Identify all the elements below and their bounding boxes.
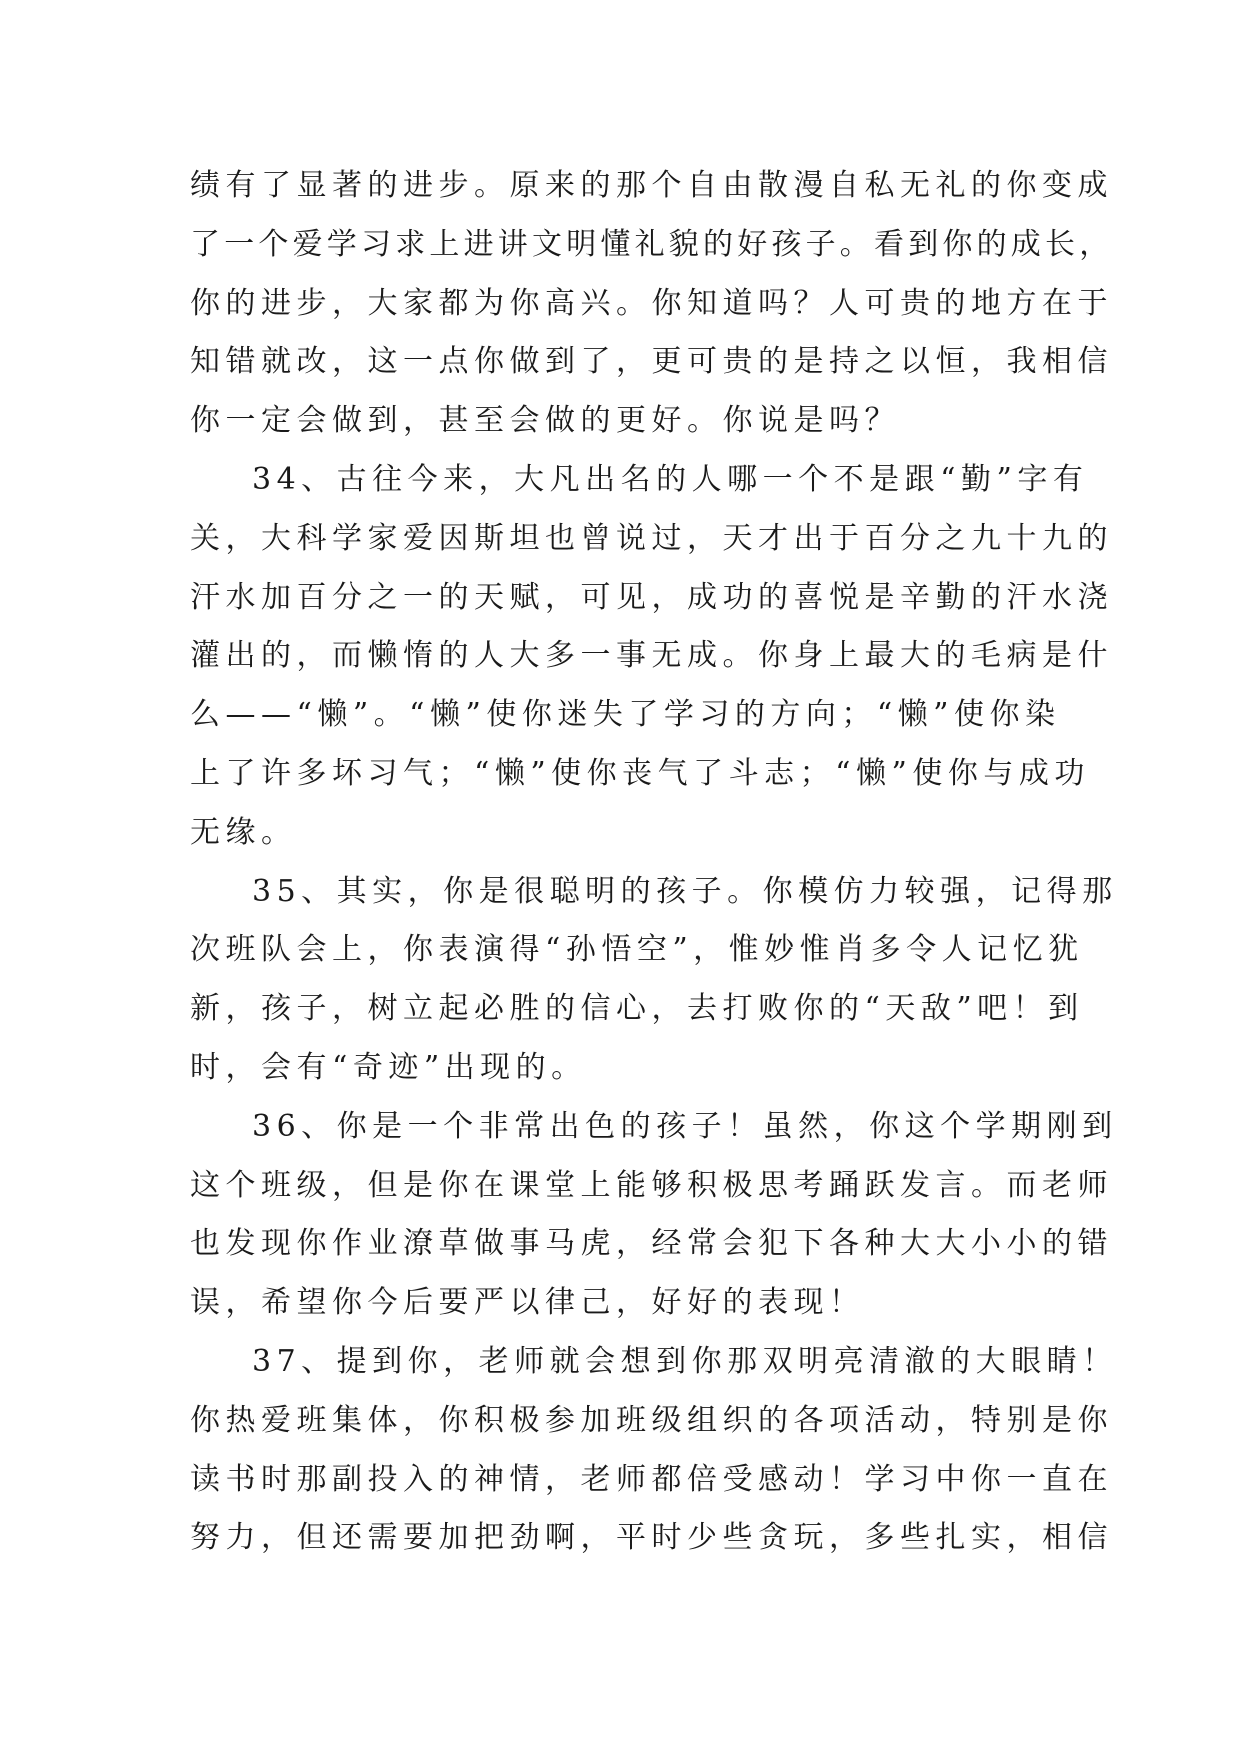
text-line: 你的进步，大家都为你高兴。你知道吗？人可贵的地方在于 [190, 285, 1113, 321]
text-line: 灌出的，而懒惰的人大多一事无成。你身上最大的毛病是什 [190, 638, 1113, 674]
text-line: 无缘。 [190, 814, 297, 850]
text-line: 你热爱班集体，你积极参加班级组织的各项活动，特别是你 [190, 1402, 1113, 1438]
paragraph-start-36: 36、你是一个非常出色的孩子！虽然，你这个学期刚到 [252, 1108, 1118, 1144]
text-line: 上了许多坏习气；“懒”使你丧气了斗志；“懒”使你与成功 [190, 755, 1090, 791]
text-line: 你一定会做到，甚至会做的更好。你说是吗？ [190, 403, 900, 439]
text-line: 也发现你作业潦草做事马虎，经常会犯下各种大大小小的错 [190, 1226, 1113, 1262]
text-line: 误，希望你今后要严以律己，好好的表现！ [190, 1285, 865, 1321]
text-line: 绩有了显著的进步。原来的那个自由散漫自私无礼的你变成 [190, 168, 1113, 203]
paragraph-start-34: 34、古往今来，大凡出名的人哪一个不是跟“勤”字有 [252, 461, 1089, 497]
paragraph-start-37: 37、提到你，老师就会想到你那双明亮清澈的大眼睛！ [252, 1343, 1118, 1379]
text-line: 读书时那副投入的神情，老师都倍受感动！学习中你一直在 [190, 1461, 1113, 1497]
text-line: 新，孩子，树立起必胜的信心，去打败你的“天敌”吧！到 [190, 991, 1084, 1027]
document-body [190, 157, 1118, 1568]
text-line: 知错就改，这一点你做到了，更可贵的是持之以恒，我相信 [190, 344, 1113, 380]
text-line: 努力，但还需要加把劲啊，平时少些贪玩，多些扎实，相信 [190, 1520, 1113, 1556]
text-line: 这个班级，但是你在课堂上能够积极思考踊跃发言。而老师 [190, 1167, 1113, 1203]
text-line: 次班队会上，你表演得“孙悟空”，惟妙惟肖多令人记忆犹 [190, 932, 1084, 968]
text-line: 么——“懒”。“懒”使你迷失了学习的方向；“懒”使你染 [190, 697, 1061, 733]
paragraph-start-35: 35、其实，你是很聪明的孩子。你模仿力较强，记得那 [252, 873, 1118, 909]
text-line: 时，会有“奇迹”出现的。 [190, 1049, 587, 1085]
text-line: 汗水加百分之一的天赋，可见，成功的喜悦是辛勤的汗水浇 [190, 579, 1113, 615]
text-line: 了一个爱学习求上进讲文明懂礼貌的好孩子。看到你的成长， [190, 226, 1114, 262]
text-line: 关，大科学家爱因斯坦也曾说过，天才出于百分之九十九的 [190, 520, 1113, 556]
